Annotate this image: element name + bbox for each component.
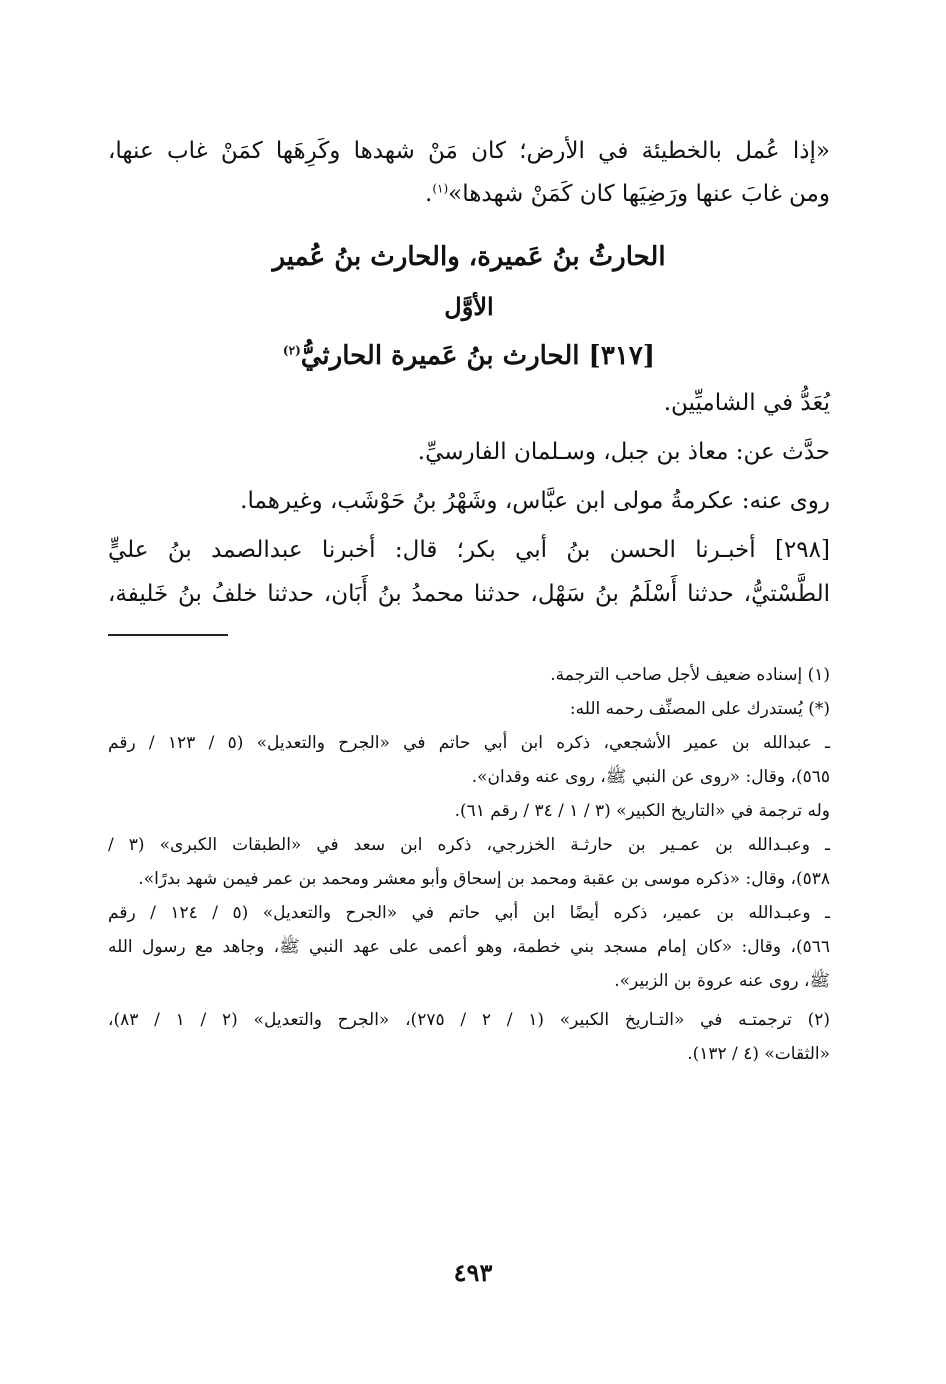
entry-counted: يُعَدُّ في الشاميِّين. [663,390,830,416]
entry-title-text: [٣١٧] الحارث بنُ عَميرة الحارثيُّ [300,341,656,371]
footnote-divider [108,634,228,636]
footnotes [108,658,830,1071]
footnote-1: (١) إسناده ضعيف لأجل صاحب الترجمة. [550,665,830,685]
entry-narrated-by: روى عنه: عكرمةُ مولى ابن عبَّاس، وشَهْرُ بنُ حَوْشَب، وغيرهما. [240,488,830,514]
page-content [108,130,830,1071]
footnote-c-line-1: ـ وعبـدالله بن عمير، ذكره أيضًا ابن أبي حاتم في «الجرح والتعديل» (٥ / ١٢٤ / رقم [108,903,830,923]
footnote-2-line-1: (٢) ترجمتـه في «التـاريخ الكبير» (١ / ٢ / ٢٧٥)، «الجرح والتعديل» (٢ / ١ / ٨٣)، [108,1010,831,1030]
entry-title [108,341,830,371]
entry-narrated-from: حدَّث عن: معاذ بن جبل، وسـلمان الفارسيِّ. [417,439,830,465]
footnote-c-line-3: ﷺ، روى عنه عروة بن الزبير». [614,971,830,991]
main-text-line-1: «إذا عُمل بالخطيئة في الأرض؛ كان مَنْ شهدها وكَرِهَها كمَنْ غاب عنها، [108,138,831,164]
hadith-line-2: الطَّسْتيُّ، حدثنا أَسْلَمُ بنُ سَهْل، حدثنا محمدُ بنُ أَبَان، حدثنا خلفُ بنُ خَليفة، [108,581,830,607]
footnote-a-line-3: وله ترجمة في «التاريخ الكبير» (٣ / ١ / ٣٤ / رقم ٦١). [454,801,830,821]
main-text-line-2-body: ومن غابَ عنها ورَضِيَها كان كَمَنْ شهدها» [448,181,830,207]
footnote-2-line-2: «الثقات» (٤ / ١٣٢). [687,1044,830,1064]
footnote-ref-2: (٢) [282,343,301,358]
footnote-a-line-2: ٥٦٥)، وقال: «روى عن النبي ﷺ، روى عنه وقدان». [471,767,830,787]
footnote-a-line-1: ـ عبدالله بن عمير الأشجعي، ذكره ابن أبي حاتم في «الجرح والتعديل» (٥ / ١٢٣ / رقم [108,733,830,753]
section-title: الحارثُ بنُ عَميرة، والحارث بنُ عُمير [272,242,666,272]
main-text [108,130,830,216]
footnote-star: (*) يُستدرك على المصنِّف رحمه الله: [569,699,830,719]
section-subtitle: الأوَّل [444,292,494,321]
main-text-line-2 [108,173,830,216]
footnote-c-line-2: ٥٦٦)، وقال: «كان إمام مسجد بني خطمة، وهو أعمى على عهد النبي ﷺ، وجاهد مع رسول الله [108,937,830,957]
entry-body [108,383,830,614]
footnote-b-line-2: ٥٣٨)، وقال: «ذكره موسى بن عقبة ومحمد بن إسحاق وأبو معشر ومحمد بن عمر فيمن شهد بدرًا». [138,869,830,889]
main-text-line-2-end: . [425,181,433,207]
footnote-ref-1: (١) [432,181,449,196]
page-number: ٤٩٣ [453,1258,493,1287]
footnote-b-line-1: ـ وعبـدالله بن عمـير بن حارثـة الخزرجي، ذكره ابن سعد في «الطبقات الكبرى» (٣ / [108,835,830,855]
hadith-line-1: [٢٩٨] أخبـرنا الحسن بنُ أبي بكر؛ قال: أخبرنا عبدالصمد بنُ عليٍّ [108,537,830,563]
